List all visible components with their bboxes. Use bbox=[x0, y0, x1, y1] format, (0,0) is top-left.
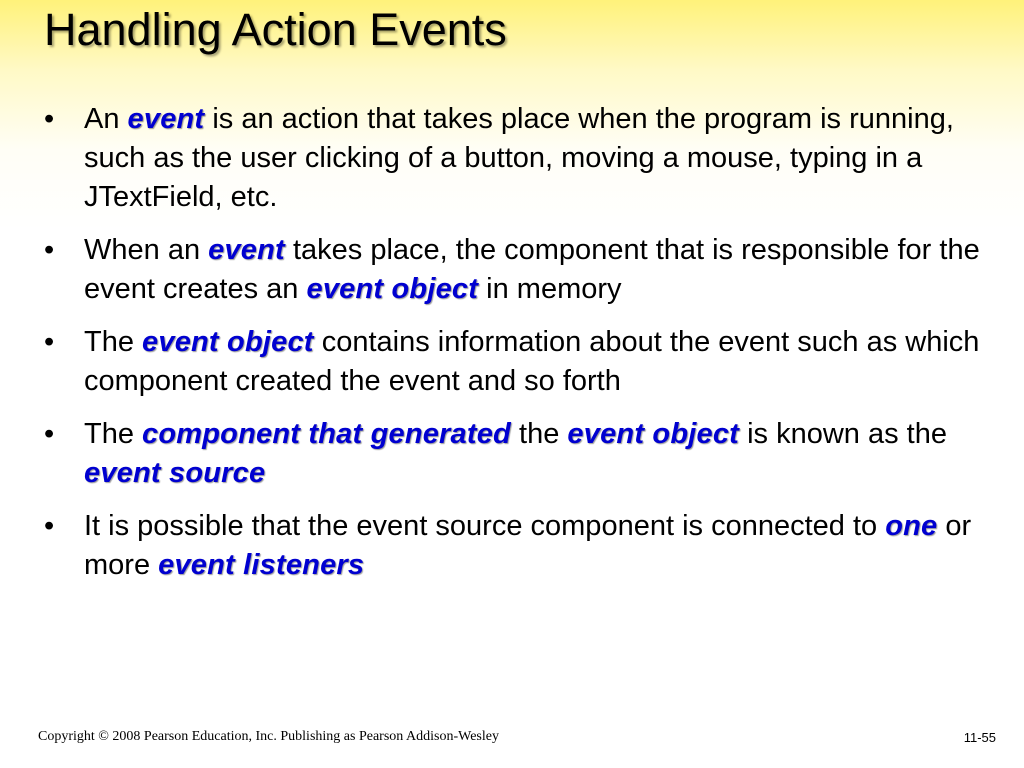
bullet-item bbox=[38, 415, 998, 493]
bullet-text: An bbox=[84, 103, 128, 135]
bullet-text: It is possible that the event source component is connected to bbox=[84, 510, 886, 542]
bullet-text: the bbox=[510, 418, 568, 450]
emphasized-term: event bbox=[208, 234, 285, 266]
emphasized-term: event bbox=[127, 103, 205, 135]
bullet-dot: • bbox=[44, 418, 55, 450]
emphasized-term: event source bbox=[84, 457, 266, 489]
bullet-text: takes place, the component that is responsible for the event creates an bbox=[84, 234, 980, 305]
bullet-text: in memory bbox=[478, 273, 622, 305]
footer-copyright: Copyright © 2008 Pearson Education, Inc. Publishing as Pearson Addison-Wesley bbox=[38, 729, 499, 744]
bullet-item bbox=[38, 323, 998, 401]
bullet-item bbox=[38, 100, 998, 217]
slide-title: Handling Action Events bbox=[44, 4, 507, 55]
bullet-dot: • bbox=[44, 326, 55, 358]
bullet-item bbox=[38, 231, 998, 309]
bullet-text: is an action that takes place when the program is running, such as the user clicking of a button, moving a mouse, typing in a JTextField, etc. bbox=[84, 103, 954, 213]
emphasized-term: event object bbox=[567, 418, 740, 450]
slide-number: 11-55 bbox=[963, 730, 996, 745]
bullet-dot: • bbox=[44, 234, 55, 266]
emphasized-term: event object bbox=[306, 273, 479, 305]
emphasized-term: event listeners bbox=[158, 549, 365, 581]
bullet-text: The bbox=[84, 418, 143, 450]
emphasized-term: event object bbox=[142, 326, 314, 358]
bullet-text: When an bbox=[84, 234, 209, 266]
bullet-text: or more bbox=[84, 510, 972, 581]
emphasized-term: component that generated bbox=[142, 418, 511, 450]
emphasized-term: one bbox=[885, 510, 938, 542]
bullet-list bbox=[38, 100, 998, 599]
bullet-dot: • bbox=[44, 103, 55, 135]
bullet-dot: • bbox=[44, 510, 55, 542]
bullet-item bbox=[38, 507, 998, 585]
bullet-text: contains information about the event such as which component created the event and so forth bbox=[84, 326, 980, 397]
bullet-text: The bbox=[84, 326, 143, 358]
bullet-text: is known as the bbox=[739, 418, 947, 450]
